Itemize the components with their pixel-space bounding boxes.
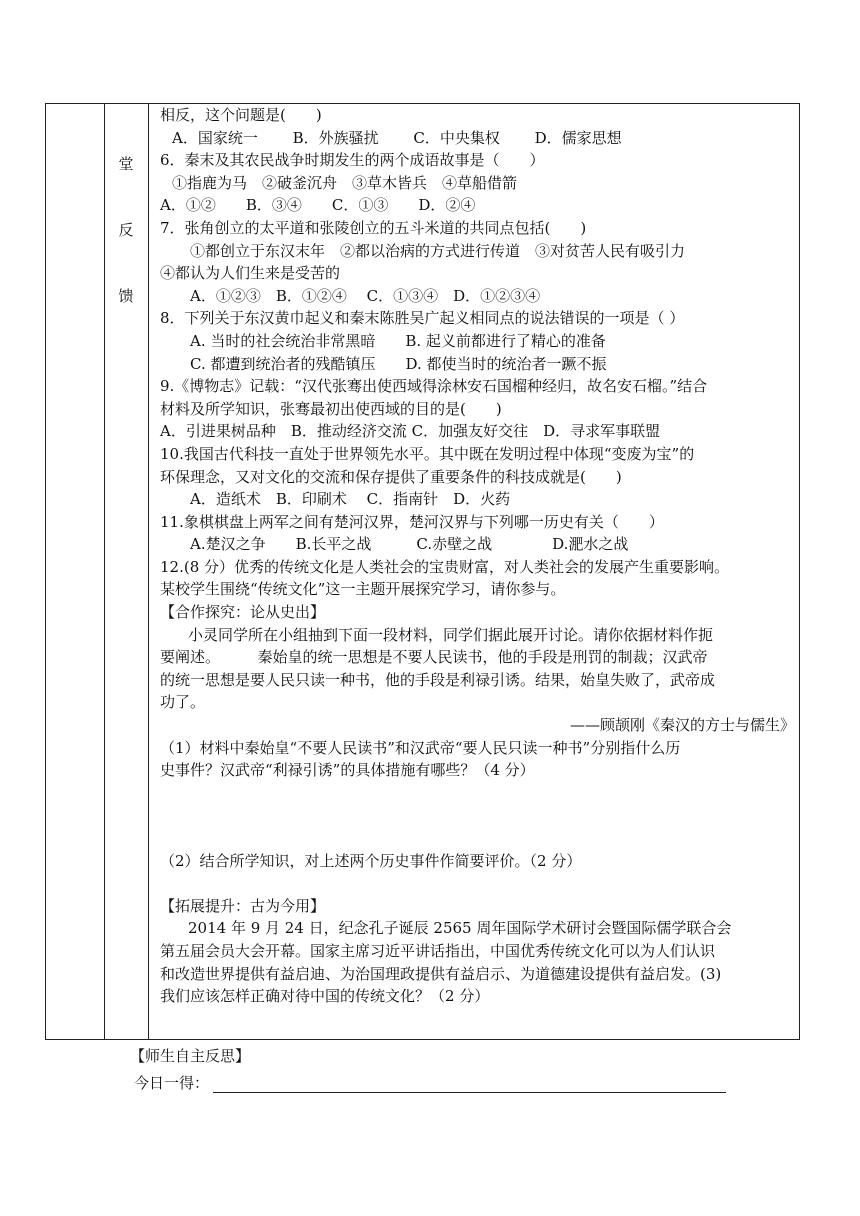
text-line: ①都创立于东汉末年 ②都以治病的方式进行传道 ③对贫苦人民有吸引力 <box>190 241 686 260</box>
text-line: 材料及所学知识，张骞最初出使西域的目的是( ) <box>160 399 502 418</box>
sub-question-2: （2）结合所学知识，对上述两个历史事件作简要评价。（2 分） <box>160 851 582 870</box>
question-7: 7．张角创立的太平道和张陵创立的五斗米道的共同点包括( ) <box>160 218 587 237</box>
text-line: 第五届会员大会开幕。国家主席习近平讲话指出，中国优秀传统文化可以为人们认识 <box>160 941 716 960</box>
question-8: 8．下列关于东汉黄巾起义和秦末陈胜吴广起义相同点的说法错误的一项是（ ） <box>160 309 685 328</box>
question-11: 11.象棋棋盘上两军之间有楚河汉界，楚河汉界与下列哪一历史有关（ ） <box>160 512 664 531</box>
text-line: ①指鹿为马 ②破釜沉舟 ③草木皆兵 ④草船借箭 <box>172 173 518 192</box>
side-label-char: 反 <box>118 221 134 239</box>
column-divider <box>104 103 105 1040</box>
text-line: 相反，这个问题是( ) <box>160 106 322 124</box>
text-line: ④都认为人们生来是受苦的 <box>160 264 341 283</box>
option-line: C. 都遭到统治者的残酷镇压 D. 都使当时的统治者一蹶不振 <box>190 354 607 373</box>
answer-line[interactable] <box>213 1078 726 1093</box>
text-line: 史事件？汉武帝“利禄引诱”的具体措施有哪些？（4 分） <box>160 761 535 780</box>
question-10: 10.我国古代科技一直处于世界领先水平。其中既在发明过程中体现“变废为宝”的 <box>160 444 695 463</box>
option-line: A．造纸术 B．印刷术 C．指南针 D．火药 <box>190 490 511 509</box>
question-content <box>160 104 795 1008</box>
question-6: 6．秦末及其农民战争时期发生的两个成语故事是（ ） <box>160 151 545 170</box>
option-line: A．国家统一 B．外族骚扰 C．中央集权 D．儒家思想 <box>172 128 622 147</box>
today-gain-label: 今日一得： <box>134 1074 210 1092</box>
side-label-char: 馈 <box>118 287 134 305</box>
text-line: 2014 年 9 月 24 日，纪念孔子诞辰 2565 周年国际学术研讨会暨国际儒学联合会 <box>188 919 732 938</box>
text-line: 和改造世界提供有益启迪、为治国理政提供有益启示、为道德建设提供有益启发。(3) <box>160 964 722 983</box>
section-heading: 【拓展提升：古为今用】 <box>160 896 326 915</box>
side-label-char: 堂 <box>118 155 134 173</box>
text-line: 要阐述。 秦始皇的统一思想是不要人民读书，他的手段是刑罚的制裁；汉武帝 <box>160 648 708 667</box>
text-line: 的统一思想是要人民只读一种书，他的手段是利禄引诱。结果，始皇失败了，武帝成 <box>160 670 716 689</box>
question-9: 9.《博物志》记载：“汉代张骞出使西域得涂林安石国榴种经归，故名安石榴。”结合 <box>160 377 708 396</box>
option-line: A．①② B．③④ C．①③ D．②④ <box>160 196 476 215</box>
text-line: 小灵同学所在小组抽到下面一段材料，同学们据此展开讨论。请你依据材料作扼 <box>188 625 714 644</box>
question-12: 12.(8 分）优秀的传统文化是人类社会的宝贵财富，对人类社会的发展产生重要影响。 <box>160 557 730 576</box>
text-line: 环保理念，又对文化的交流和保存提供了重要条件的科技成就是( ) <box>160 467 622 486</box>
text-line: 功了。 <box>160 693 206 712</box>
reflection-heading: 【师生自主反思】 <box>130 1047 251 1065</box>
option-line: A．引进果树品种 B．推动经济交流 C．加强友好交往 D．寻求军事联盟 <box>160 422 661 441</box>
sub-question-1: （1）材料中秦始皇“不要人民读书”和汉武帝“要人民只读一种书”分别指什么历 <box>160 738 681 757</box>
option-line: A．①②③ B．①②④ C．①③④ D．①②③④ <box>190 286 541 305</box>
text-line: 我们应该怎样正确对待中国的传统文化？（2 分） <box>160 987 490 1006</box>
section-heading: 【合作探究：论从史出】 <box>160 603 326 622</box>
option-line: A.楚汉之争 B.长平之战 C.赤壁之战 D.淝水之战 <box>190 535 629 554</box>
text-line: 某校学生围绕“传统文化”这一主题开展探究学习，请你参与。 <box>160 580 566 599</box>
citation: ——顾颉刚《秦汉的方士与儒生》 <box>569 716 795 735</box>
column-divider <box>148 103 149 1040</box>
today-gain-row <box>134 1072 726 1093</box>
option-line: A. 当时的社会统治非常黑暗 B. 起义前都进行了精心的准备 <box>190 331 606 350</box>
